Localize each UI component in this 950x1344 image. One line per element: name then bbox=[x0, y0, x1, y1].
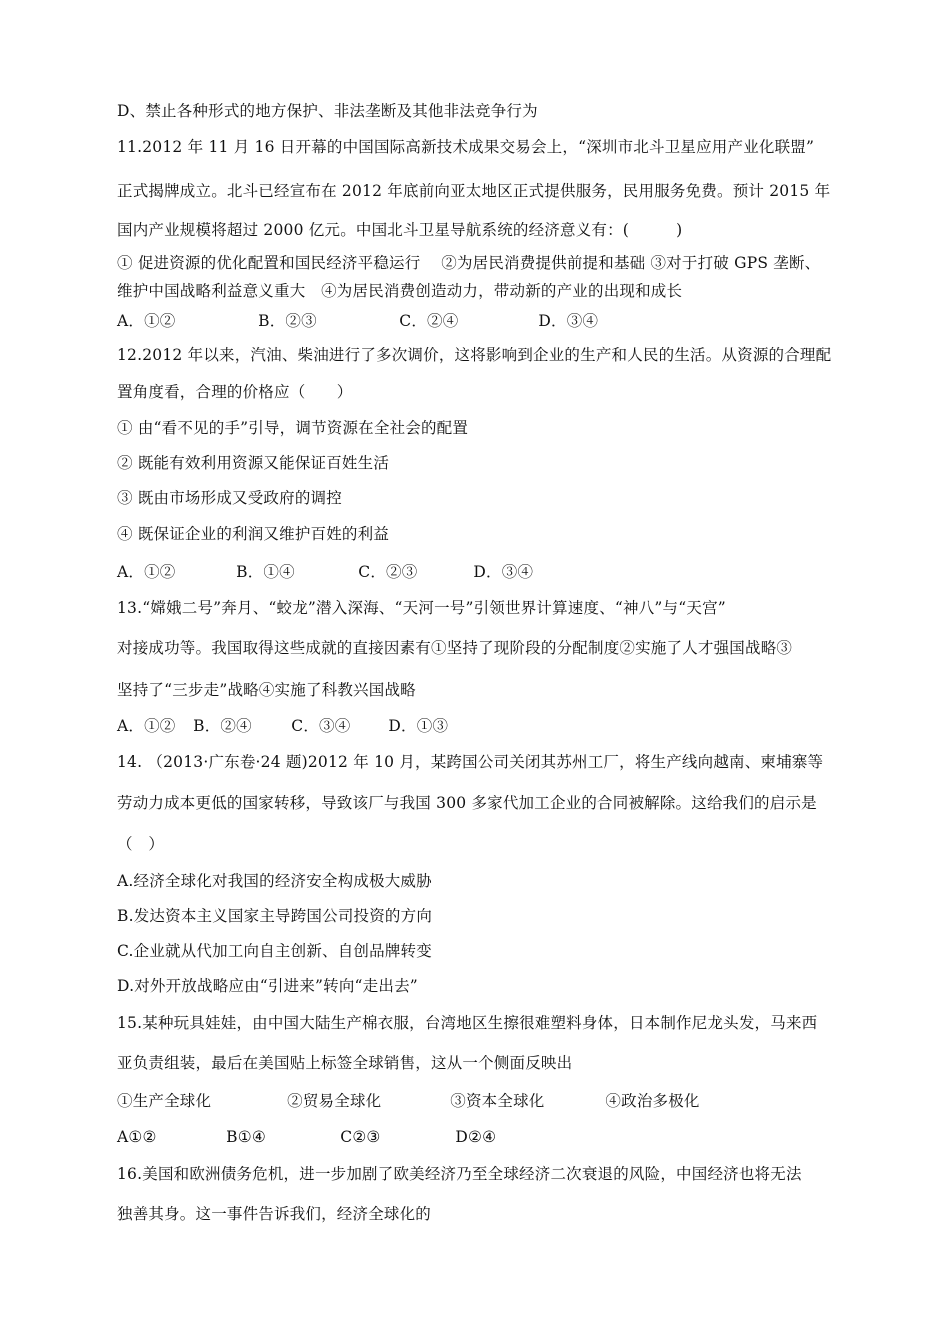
q12-option-b: B．①④ bbox=[236, 563, 295, 581]
q12-option-c: C．②③ bbox=[358, 563, 418, 581]
q14-stem-line-3: （ ） bbox=[117, 835, 165, 853]
q12-options bbox=[117, 562, 533, 582]
q13-option-b: B．②④ bbox=[193, 717, 252, 735]
q14-option-a: A.经济全球化对我国的经济安全构成极大威胁 bbox=[117, 872, 432, 890]
q15-option-b: B①④ bbox=[226, 1128, 266, 1146]
q11-option-d: D．③④ bbox=[538, 312, 599, 330]
q13-stem-line-1: 13.“嫦娥二号”奔月、“蛟龙”潜入深海、“天河一号”引领世界计算速度、“神八”与“天宫” bbox=[117, 599, 726, 617]
q15-stem-line-2: 亚负责组装，最后在美国贴上标签全球销售，这从一个侧面反映出 bbox=[117, 1054, 573, 1072]
q14-stem-line-1: 14. （2013·广东卷·24 题)2012 年 10 月，某跨国公司关闭其苏州工厂，将生产线向越南、柬埔寨等 bbox=[117, 753, 824, 771]
q11-option-c: C．②④ bbox=[399, 312, 459, 330]
q11-option-b: B．②③ bbox=[258, 312, 317, 330]
q12-option-d: D．③④ bbox=[473, 563, 534, 581]
q13-stem-line-3: 坚持了“三步走”战略④实施了科教兴国战略 bbox=[117, 681, 416, 699]
q15-item-1: ①生产全球化 bbox=[117, 1092, 212, 1110]
q12-item-4: ④ 既保证企业的利润又维护百姓的利益 bbox=[117, 525, 390, 543]
q13-options bbox=[117, 716, 448, 736]
q14-option-b: B.发达资本主义国家主导跨国公司投资的方向 bbox=[117, 907, 433, 925]
q12-item-3: ③ 既由市场形成又受政府的调控 bbox=[117, 489, 342, 507]
q13-option-d: D．①③ bbox=[388, 717, 449, 735]
q16-stem-line-1: 16.美国和欧洲债务危机，进一步加剧了欧美经济乃至全球经济二次衰退的风险，中国经济也将无法 bbox=[117, 1165, 802, 1183]
q13-option-c: C．③④ bbox=[291, 717, 351, 735]
q15-option-c: C②③ bbox=[340, 1128, 381, 1146]
q15-items bbox=[117, 1091, 700, 1111]
q11-options bbox=[117, 311, 598, 331]
q15-stem-line-1: 15.某种玩具娃娃，由中国大陆生产棉衣服，台湾地区生擦很难塑料身体，日本制作尼龙头发，马来西 bbox=[117, 1014, 818, 1032]
q15-option-d: D②④ bbox=[455, 1128, 497, 1146]
q10-option-d: D、禁止各种形式的地方保护、非法垄断及其他非法竞争行为 bbox=[117, 102, 538, 120]
q14-option-c: C.企业就从代加工向自主创新、自创品牌转变 bbox=[117, 942, 432, 960]
q13-stem-line-2: 对接成功等。我国取得这些成就的直接因素有①坚持了现阶段的分配制度②实施了人才强国战略③ bbox=[117, 639, 793, 657]
q12-stem-line-1: 12.2012 年以来，汽油、柴油进行了多次调价，这将影响到企业的生产和人民的生活。从资源的合理配 bbox=[117, 346, 832, 364]
q11-stem-line-2: 正式揭牌成立。北斗已经宣布在 2012 年底前向亚太地区正式提供服务，民用服务免费。预计 2015 年 bbox=[117, 182, 831, 200]
q15-options bbox=[117, 1127, 496, 1147]
q11-item-line-2: 维护中国战略利益意义重大 ④为居民消费创造动力，带动新的产业的出现和成长 bbox=[117, 282, 683, 300]
q11-stem-line-3: 国内产业规模将超过 2000 亿元。中国北斗卫星导航系统的经济意义有：( ) bbox=[117, 221, 683, 239]
q15-item-3: ③资本全球化 bbox=[450, 1092, 545, 1110]
q16-stem-line-2: 独善其身。这一事件告诉我们，经济全球化的 bbox=[117, 1205, 432, 1223]
q12-option-a: A．①② bbox=[117, 563, 176, 581]
q15-option-a: A①② bbox=[117, 1128, 157, 1146]
q14-stem-line-2: 劳动力成本更低的国家转移，导致该厂与我国 300 多家代加工企业的合同被解除。这给我们的启示是 bbox=[117, 794, 817, 812]
q12-item-2: ② 既能有效利用资源又能保证百姓生活 bbox=[117, 454, 390, 472]
q14-option-d: D.对外开放战略应由“引进来”转向“走出去” bbox=[117, 977, 418, 995]
q11-option-a: A．①② bbox=[117, 312, 176, 330]
q12-stem-line-2: 置角度看，合理的价格应（ ） bbox=[117, 383, 353, 401]
q12-item-1: ① 由“看不见的手”引导，调节资源在全社会的配置 bbox=[117, 419, 469, 437]
q11-stem-line-1: 11.2012 年 11 月 16 日开幕的中国国际高新技术成果交易会上，“深圳市北斗卫星应用产业化联盟” bbox=[117, 138, 815, 156]
q15-item-4: ④政治多极化 bbox=[605, 1092, 700, 1110]
q11-item-line-1: ① 促进资源的优化配置和国民经济平稳运行 ②为居民消费提供前提和基础 ③对于打破 GPS 垄断、 bbox=[117, 254, 821, 272]
q13-option-a: A．①② bbox=[117, 717, 176, 735]
q15-item-2: ②贸易全球化 bbox=[287, 1092, 382, 1110]
